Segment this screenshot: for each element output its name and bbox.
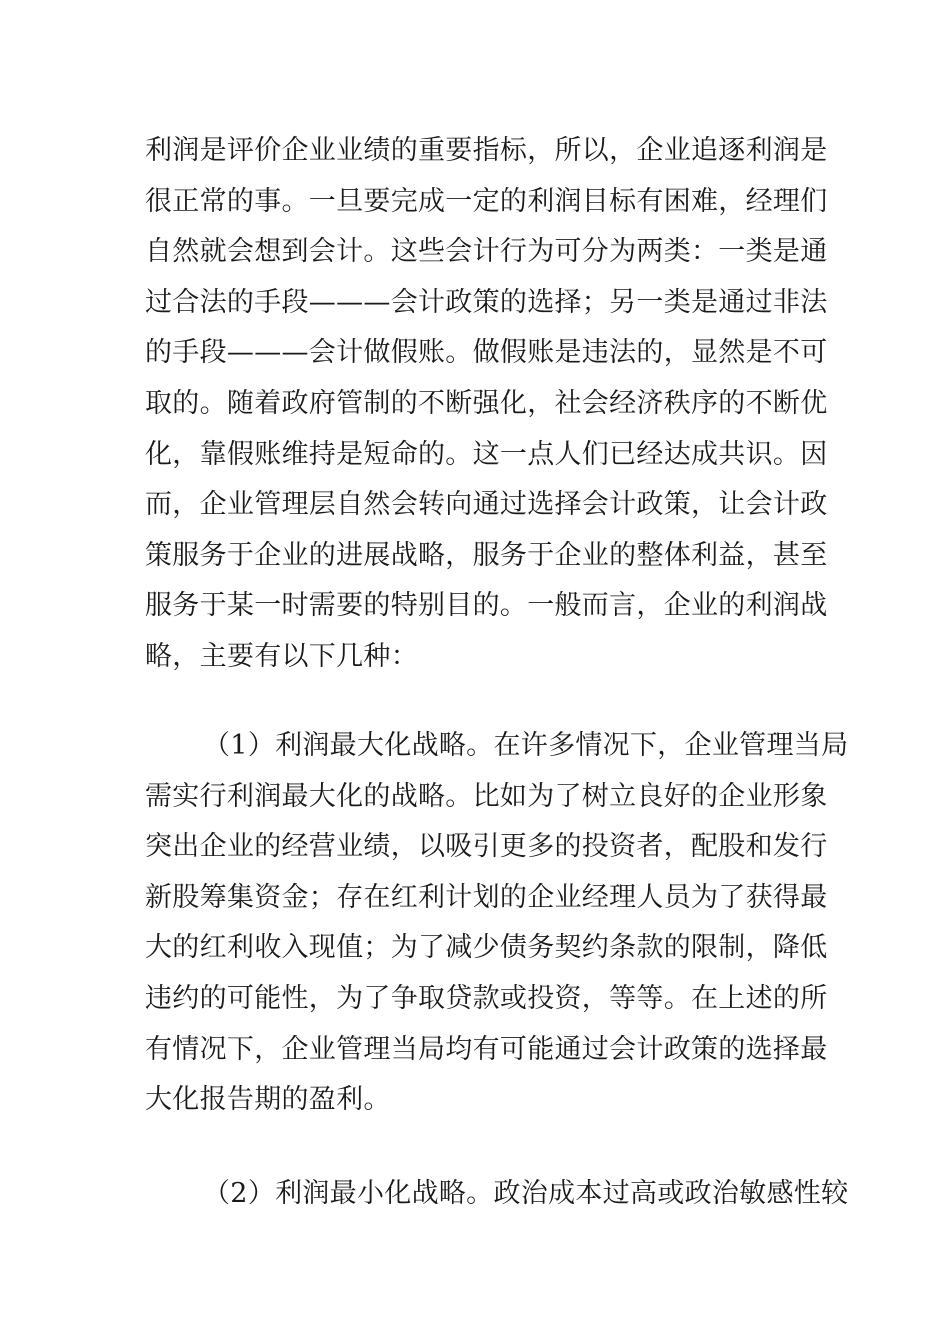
text-line: 大化报告期的盈利。: [145, 1084, 391, 1116]
text-line: 取的。随着政府管制的不断强化，社会经济秩序的不断优: [145, 387, 828, 419]
paragraph-profit-maximization: [145, 721, 849, 1126]
text-line: 的手段———会计做假账。做假账是违法的，显然是不可: [145, 337, 828, 369]
text-line: 过合法的手段———会计政策的选择；另一类是通过非法: [145, 286, 828, 318]
text-line: 略，主要有以下几种：: [145, 640, 418, 672]
text-line: 化，靠假账维持是短命的。这一点人们已经达成共识。因: [145, 438, 828, 470]
text-line: 违约的可能性，为了争取贷款或投资，等等。在上述的所: [145, 982, 828, 1014]
paragraph-intro: [145, 126, 828, 683]
paragraph-profit-minimization: [145, 1169, 849, 1220]
text-line: （2）利润最小化战略。政治成本过高或政治敏感性较: [203, 1178, 849, 1209]
text-line: 服务于某一时需要的特别目的。一般而言，企业的利润战: [145, 590, 828, 622]
text-line: 自然就会想到会计。这些会计行为可分为两类：一类是通: [145, 236, 828, 268]
text-line: 很正常的事。一旦要完成一定的利润目标有困难，经理们: [145, 185, 828, 217]
text-line: 需实行利润最大化的战略。比如为了树立良好的企业形象: [145, 780, 828, 812]
text-line: 策服务于企业的进展战略，服务于企业的整体利益，甚至: [145, 539, 828, 571]
text-line: （1）利润最大化战略。在许多情况下，企业管理当局: [203, 730, 849, 761]
text-line: 而，企业管理层自然会转向通过选择会计政策，让会计政: [145, 489, 828, 521]
text-line: 大的红利收入现值；为了减少债务契约条款的限制，降低: [145, 932, 828, 964]
text-line: 有情况下，企业管理当局均有可能通过会计政策的选择最: [145, 1033, 828, 1065]
text-line: 突出企业的经营业绩，以吸引更多的投资者，配股和发行: [145, 831, 828, 863]
text-line: 利润是评价企业业绩的重要指标，所以，企业追逐利润是: [145, 135, 828, 166]
text-line: 新股筹集资金；存在红利计划的企业经理人员为了获得最: [145, 881, 828, 913]
